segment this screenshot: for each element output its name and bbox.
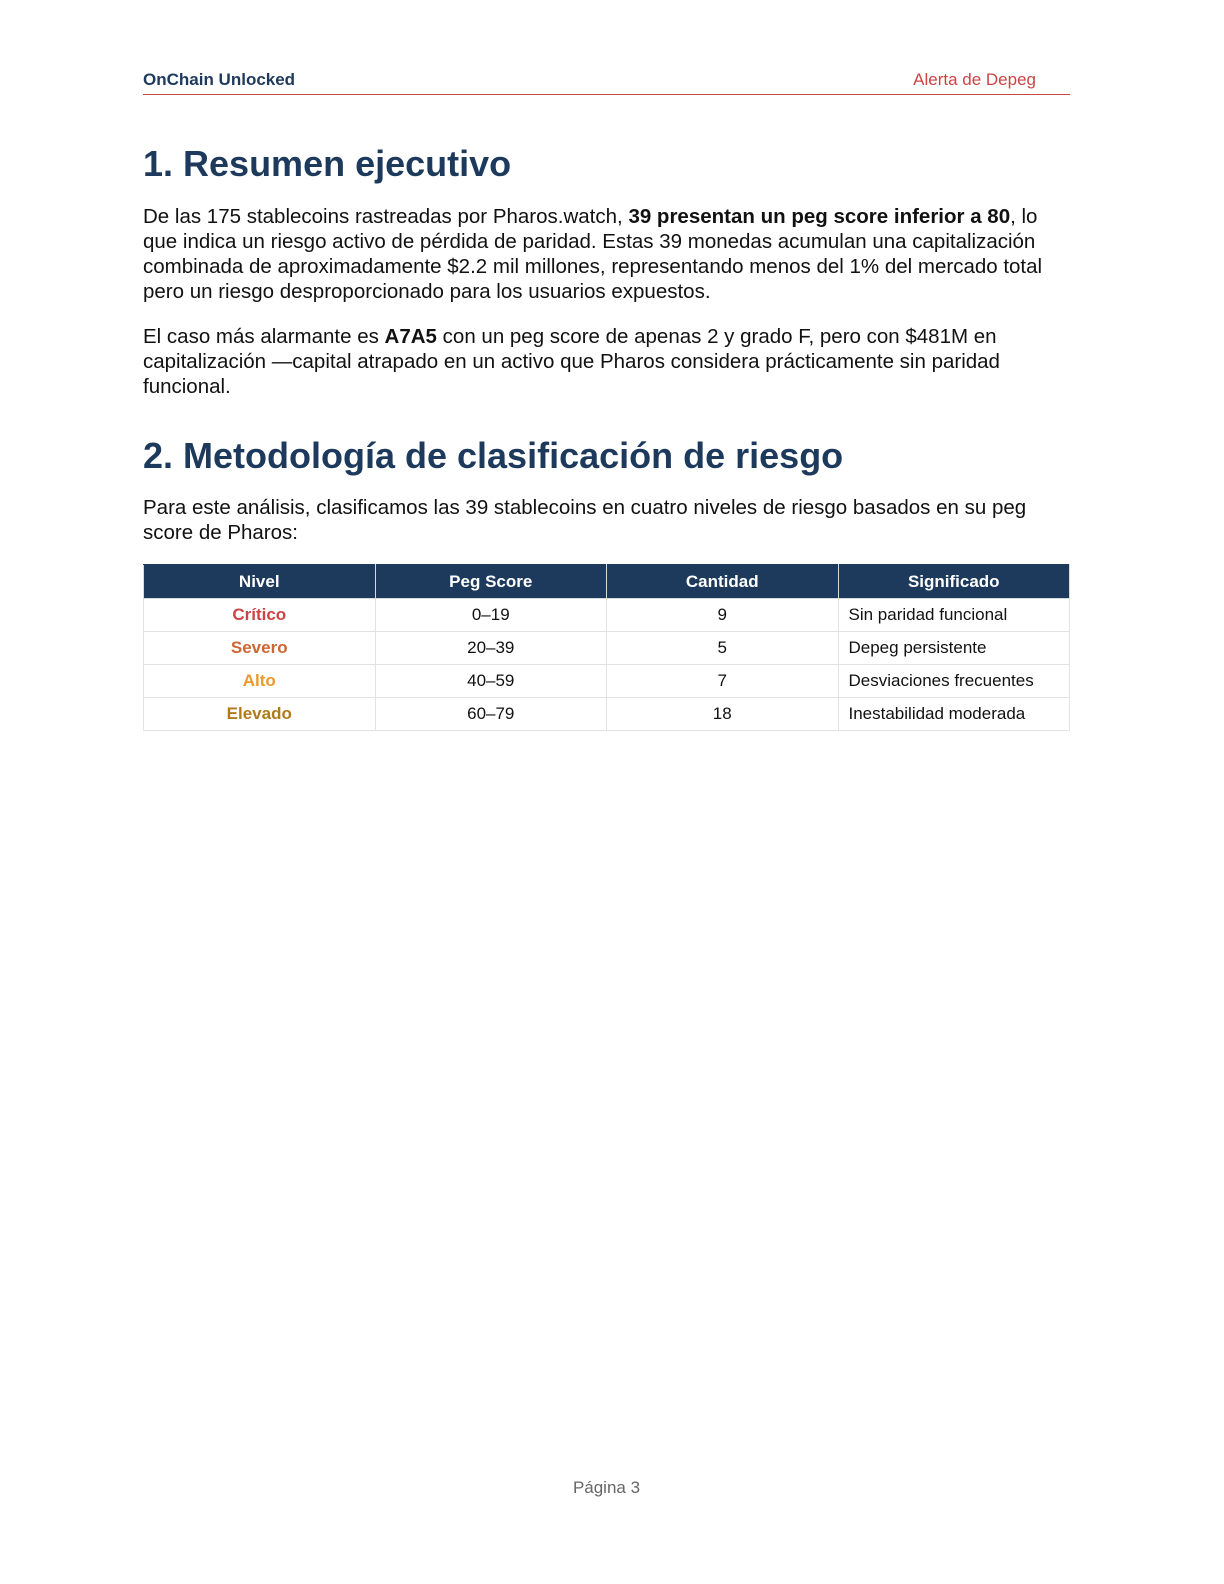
score-cell: 0–19 (375, 599, 607, 632)
summary-p1-highlight: 39 presentan un peg score inferior a 80 (628, 205, 1011, 228)
count-cell: 7 (607, 665, 839, 698)
column-header-level: Nivel (144, 565, 376, 599)
table-row (144, 665, 1070, 698)
column-header-meaning: Significado (838, 565, 1070, 599)
level-cell: Elevado (144, 698, 376, 731)
table-header-row (144, 565, 1070, 599)
summary-p1-text-c: , lo que indica un riesgo activo de pérdida de paridad. Estas 39 monedas acumulan una capitalización combinada de aproximadamente $2.2 mil millones, representando menos del 1% del mercado total pero un riesgo desproporcionado para los usuarios expuestos. (143, 205, 1043, 303)
section-title-summary: 1. Resumen ejecutivo (143, 143, 512, 184)
score-cell: 40–59 (375, 665, 607, 698)
methodology-intro: Para este análisis, clasificamos las 39 stablecoins en cuatro niveles de riesgo basados en su peg score de Pharos: (143, 496, 1027, 544)
brand-name: OnChain Unlocked (143, 70, 296, 89)
table-row (144, 632, 1070, 665)
count-cell: 18 (607, 698, 839, 731)
document-tag: Alerta de Depeg (913, 70, 1036, 89)
column-header-peg-score: Peg Score (375, 565, 607, 599)
table-row (144, 599, 1070, 632)
meaning-cell: Inestabilidad moderada (838, 698, 1070, 731)
summary-paragraph-2 (143, 324, 1070, 399)
summary-paragraph-1 (143, 204, 1070, 304)
column-header-count: Cantidad (607, 565, 839, 599)
meaning-cell: Sin paridad funcional (838, 599, 1070, 632)
running-header (143, 69, 1070, 95)
risk-levels-table (143, 564, 1070, 731)
summary-p2-text-c: con un peg score de apenas 2 y grado F, pero con $481M en capitalización —capital atrapado en un activo que Pharos considera prácticamente sin paridad funcional. (143, 325, 1000, 398)
meaning-cell: Depeg persistente (838, 632, 1070, 665)
count-cell: 9 (607, 599, 839, 632)
score-cell: 60–79 (375, 698, 607, 731)
summary-p2-text-a: El caso más alarmante es (143, 325, 385, 348)
level-cell: Alto (144, 665, 376, 698)
level-cell: Severo (144, 632, 376, 665)
summary-p2-highlight: A7A5 (384, 325, 437, 348)
meaning-cell: Desviaciones frecuentes (838, 665, 1070, 698)
summary-p1-text-a: De las 175 stablecoins rastreadas por Pharos.watch, (143, 205, 629, 228)
score-cell: 20–39 (375, 632, 607, 665)
table-row (144, 698, 1070, 731)
section-title-methodology: 2. Metodología de clasificación de riesgo (143, 435, 844, 476)
page-number: Página 3 (572, 1478, 641, 1497)
document-page (143, 0, 1070, 1584)
level-cell: Crítico (144, 599, 376, 632)
count-cell: 5 (607, 632, 839, 665)
